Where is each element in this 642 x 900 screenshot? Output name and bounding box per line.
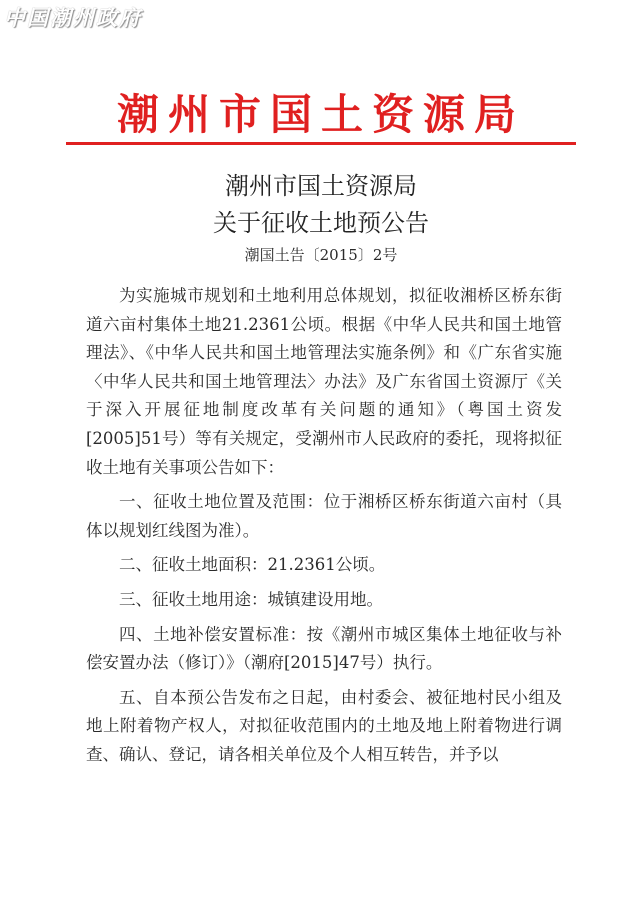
watermark-logo: 中国潮州政府 [4, 5, 142, 30]
body-paragraph-intro: 为实施城市规划和土地利用总体规划，拟征收湘桥区桥东街道六亩村集体土地21.2361公顷。根据《中华人民共和国土地管理法》、《中华人民共和国土地管理法实施条例》和《广东省实施〈中华人民共和国土地管理法〉办法》及广东省国土资源厅《关于深入开展征地制度改革有关问题的通知》（粤国土资发[2005]51号）等有关规定，受潮州市人民政府的委托，现将拟征收土地有关事项公告如下： [86, 286, 562, 477]
document-number: 潮国土告〔2015〕2号 [244, 246, 398, 264]
notice-title-line2: 关于征收土地预公告 [213, 209, 429, 237]
body-paragraph-usage: 三、征收土地用途：城镇建设用地。 [119, 589, 383, 609]
letterhead-red-rule [66, 142, 576, 145]
body-paragraph-location: 一、征收土地位置及范围：位于湘桥区桥东街道六亩村（具体以规划红线图为准）。 [86, 492, 562, 540]
body-paragraph-compensation: 四、土地补偿安置标准：按《潮州市城区集体土地征收与补偿安置办法（修订）》（潮府[2015]47号）执行。 [86, 624, 562, 673]
letterhead-title: 潮州市国土资源局 [116, 90, 525, 139]
body-paragraph-survey: 五、自本预公告发布之日起，由村委会、被征地村民小组及地上附着物产权人，对拟征收范围内的土地及地上附着物进行调查、确认、登记，请各相关单位及个人相互转告，并予以 [86, 687, 562, 764]
notice-body [86, 282, 562, 776]
notice-title-line1: 潮州市国土资源局 [225, 172, 417, 200]
body-paragraph-area: 二、征收土地面积：21.2361公顷。 [119, 555, 386, 575]
